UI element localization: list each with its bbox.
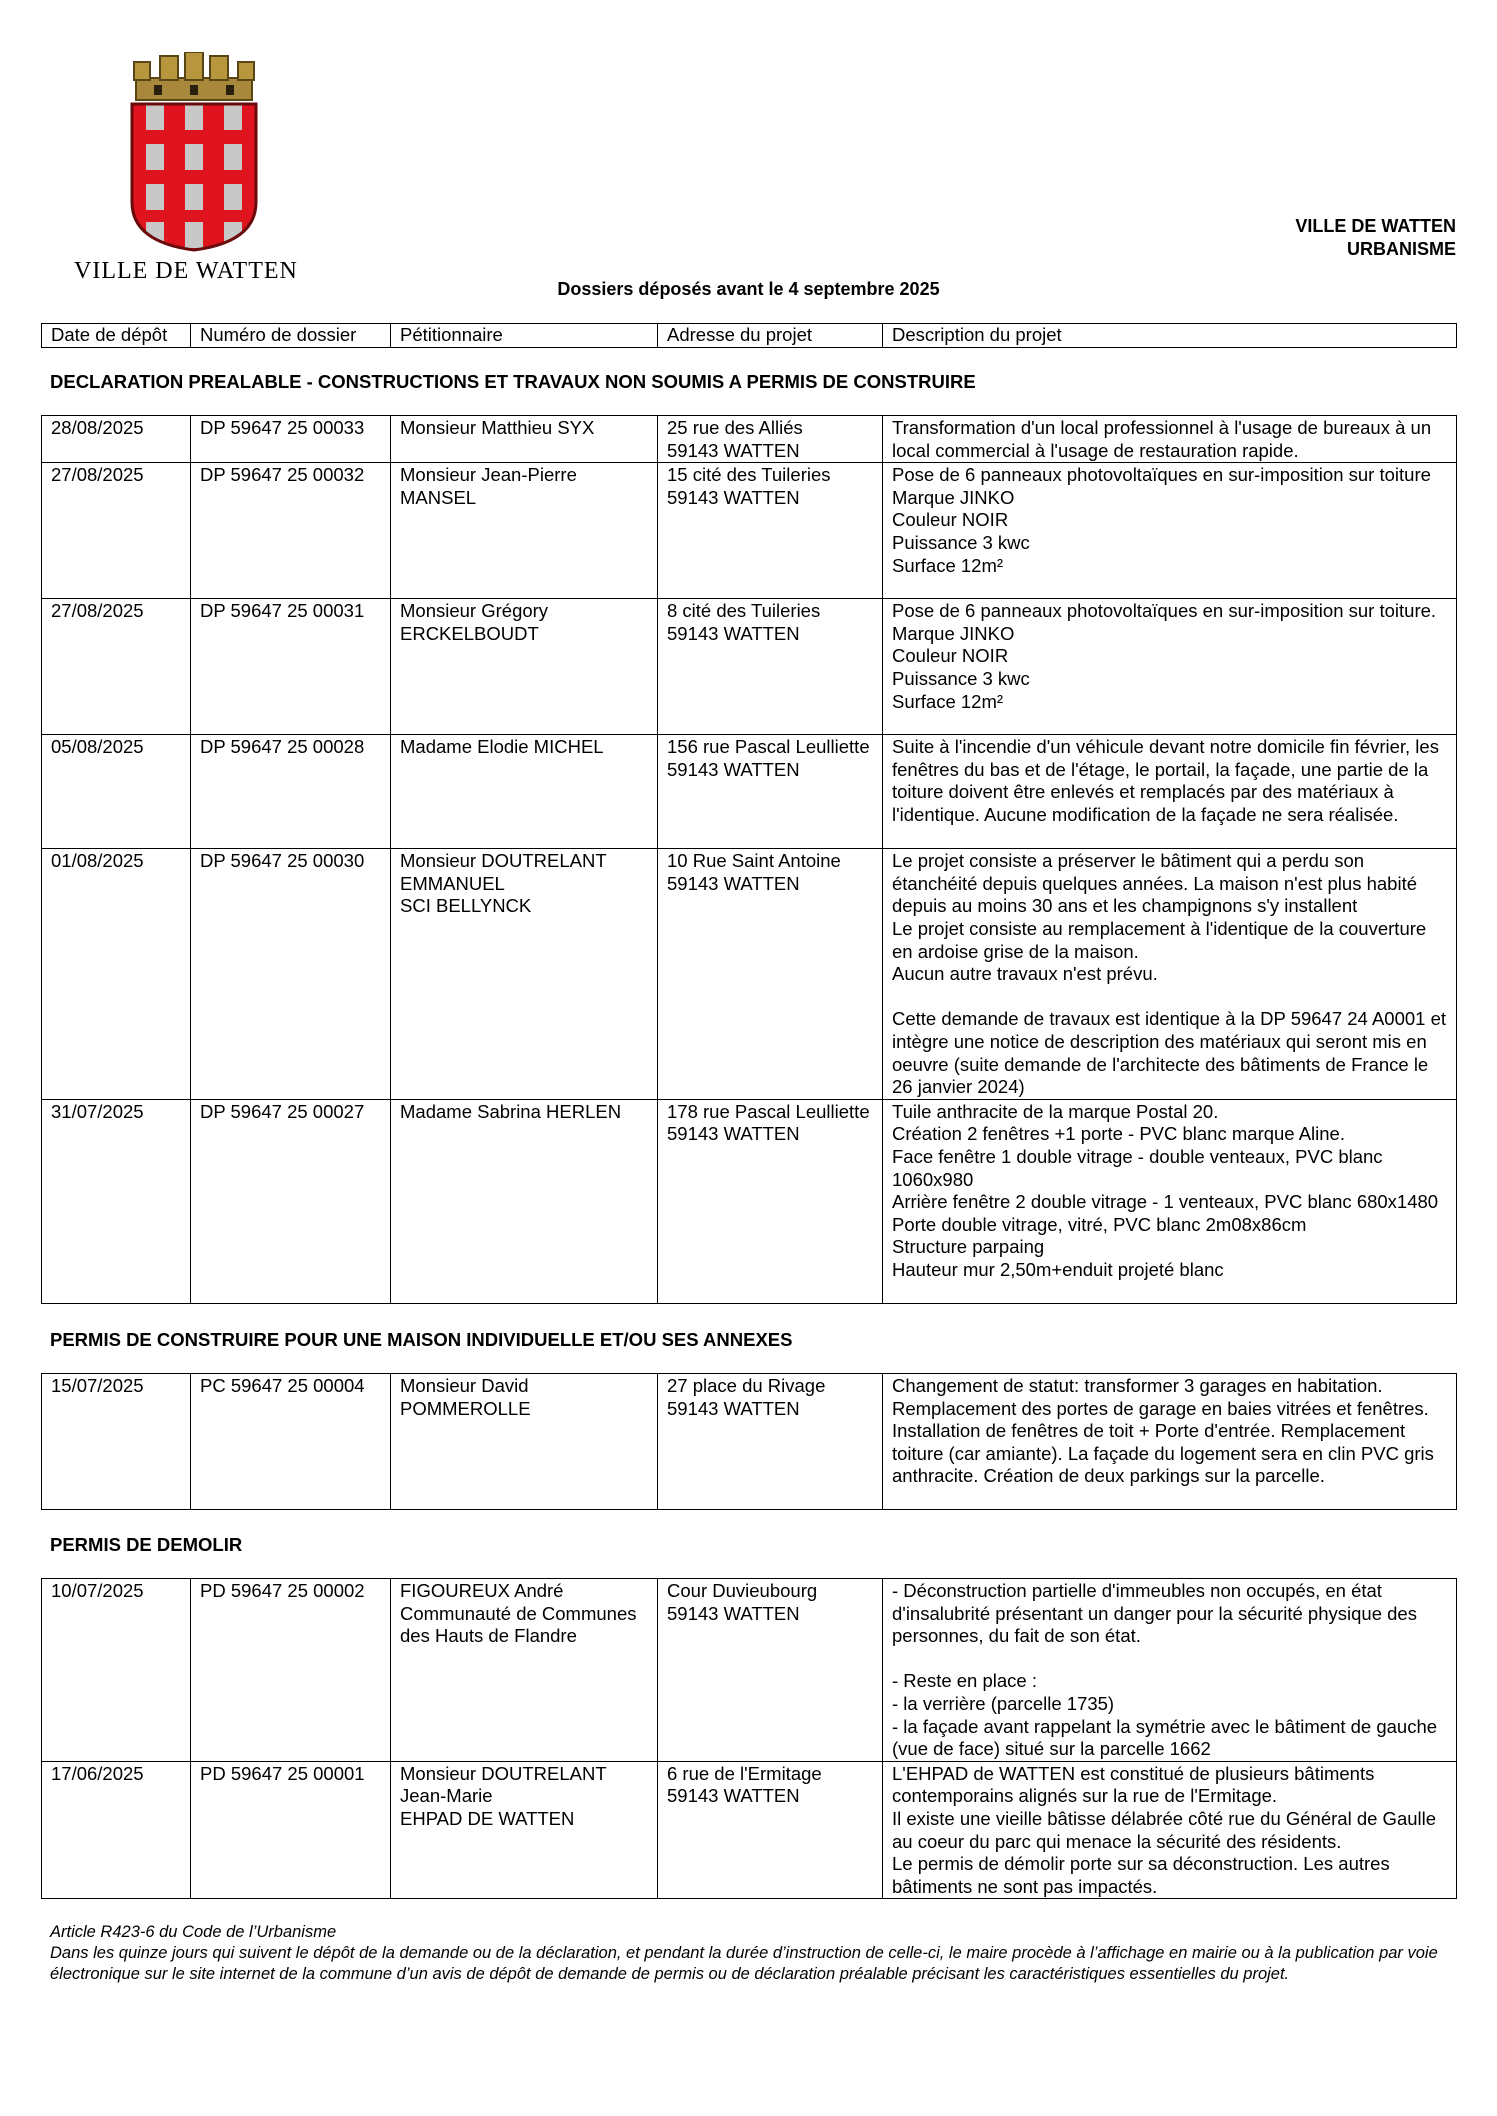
column-header: Adresse du projet [658, 324, 883, 348]
cell-number: DP 59647 25 00033 [191, 416, 391, 463]
cell-applicant: Monsieur DOUTRELANT Jean-Marie EHPAD DE WATTEN [391, 1761, 658, 1899]
cell-applicant: Monsieur Grégory ERCKELBOUDT [391, 599, 658, 735]
cell-date: 28/08/2025 [42, 416, 191, 463]
table-row [42, 1099, 1457, 1303]
section-title-pd: PERMIS DE DEMOLIR [50, 1534, 243, 1555]
table-row [42, 463, 1457, 599]
cell-applicant: Monsieur DOUTRELANT EMMANUEL SCI BELLYNCK [391, 849, 658, 1100]
cell-description: Le projet consiste a préserver le bâtiment qui a perdu son étanchéité depuis quelques années. La maison n'est plus habité depuis au moins 30 ans et les champignons s'y installent Le projet consiste au remplacement à l'identique de la couverture en ardoise grise de la maison. Aucun autre travaux n'est prévu. Cette demande de travaux est identique à la DP 59647 24 A0001 et intègre une notice de description des matériaux qui seront mis en oeuvre (suite demande de l'architecte des bâtiments de France le 26 janvier 2024) [883, 849, 1457, 1100]
cell-address: 25 rue des Alliés 59143 WATTEN [658, 416, 883, 463]
table-row [42, 735, 1457, 849]
cell-description: Pose de 6 panneaux photovoltaïques en sur-imposition sur toiture. Marque JINKO Couleur NOIR Puissance 3 kwc Surface 12m² [883, 599, 1457, 735]
cell-date: 27/08/2025 [42, 599, 191, 735]
cell-address: 15 cité des Tuileries 59143 WATTEN [658, 463, 883, 599]
table-row [42, 1374, 1457, 1510]
cell-applicant: Madame Elodie MICHEL [391, 735, 658, 849]
org-block [1295, 215, 1456, 261]
column-header: Description du projet [883, 324, 1457, 348]
cell-number: DP 59647 25 00032 [191, 463, 391, 599]
legal-footer [50, 1922, 1450, 1985]
org-department: URBANISME [1346, 239, 1456, 259]
cell-number: DP 59647 25 00027 [191, 1099, 391, 1303]
city-logo [74, 52, 324, 285]
logo-text: VILLE DE WATTEN [74, 258, 298, 284]
table-row [42, 416, 1457, 463]
section-table-pd [41, 1578, 1457, 1899]
table-row [42, 1579, 1457, 1762]
cell-applicant: Madame Sabrina HERLEN [391, 1099, 658, 1303]
cell-number: DP 59647 25 00030 [191, 849, 391, 1100]
cell-number: PD 59647 25 00002 [191, 1579, 391, 1762]
cell-address: Cour Duvieubourg 59143 WATTEN [658, 1579, 883, 1762]
cell-applicant: FIGOUREUX André Communauté de Communes des Hauts de Flandre [391, 1579, 658, 1762]
section-table-pc [41, 1373, 1457, 1510]
cell-number: PC 59647 25 00004 [191, 1374, 391, 1510]
column-header: Numéro de dossier [191, 324, 391, 348]
cell-description: Pose de 6 panneaux photovoltaïques en sur-imposition sur toiture Marque JINKO Couleur NOIR Puissance 3 kwc Surface 12m² [883, 463, 1457, 599]
cell-description: Tuile anthracite de la marque Postal 20. Création 2 fenêtres +1 porte - PVC blanc marque Aline. Face fenêtre 1 double vitrage - double venteaux, PVC blanc 1060x980 Arrière fenêtre 2 double vitrage - 1 venteaux, PVC blanc 680x1480 Porte double vitrage, vitré, PVC blanc 2m08x86cm Structure parpaing Hauteur mur 2,50m+enduit projeté blanc [883, 1099, 1457, 1303]
section-title-pc: PERMIS DE CONSTRUIRE POUR UNE MAISON INDIVIDUELLE ET/OU SES ANNEXES [50, 1329, 793, 1350]
column-header: Date de dépôt [42, 324, 191, 348]
column-header: Pétitionnaire [391, 324, 658, 348]
cell-date: 01/08/2025 [42, 849, 191, 1100]
cell-number: PD 59647 25 00001 [191, 1761, 391, 1899]
cell-applicant: Monsieur Matthieu SYX [391, 416, 658, 463]
footer-text: Dans les quinze jours qui suivent le dépôt de la demande ou de la déclaration, et pendant la durée d’instruction de celle-ci, le maire procède à l’affichage en mairie ou à la publication par voie électronique sur le site internet de la commune d’un avis de dépôt de demande de permis ou de déclaration préalable précisant les caractéristiques essentielles du projet. [50, 1944, 1438, 1983]
cell-date: 31/07/2025 [42, 1099, 191, 1303]
column-header-row [42, 324, 1457, 348]
cell-address: 27 place du Rivage 59143 WATTEN [658, 1374, 883, 1510]
cell-address: 156 rue Pascal Leulliette 59143 WATTEN [658, 735, 883, 849]
cell-description: - Déconstruction partielle d'immeubles non occupés, en état d'insalubrité présentant un danger pour la sécurité physique des personnes, du fait de son état. - Reste en place : - la verrière (parcelle 1735) - la façade avant rappelant la symétrie avec le bâtiment de gauche (vue de face) situé sur la parcelle 1662 [883, 1579, 1457, 1762]
cell-description: Changement de statut: transformer 3 garages en habitation. Remplacement des portes de garage en baies vitrées et fenêtres. Installation de fenêtres de toit + Porte d'entrée. Remplacement toiture (car amiante). La façade du logement sera en clin PVC gris anthracite. Création de deux parkings sur la parcelle. [883, 1374, 1457, 1510]
footer-article: Article R423-6 du Code de l’Urbanisme [50, 1923, 337, 1941]
cell-address: 10 Rue Saint Antoine 59143 WATTEN [658, 849, 883, 1100]
cell-description: Transformation d'un local professionnel à l'usage de bureaux à un local commercial à l'usage de restauration rapide. [883, 416, 1457, 463]
cell-date: 15/07/2025 [42, 1374, 191, 1510]
cell-date: 27/08/2025 [42, 463, 191, 599]
cell-address: 8 cité des Tuileries 59143 WATTEN [658, 599, 883, 735]
cell-number: DP 59647 25 00028 [191, 735, 391, 849]
table-row [42, 1761, 1457, 1899]
section-title-dp: DECLARATION PREALABLE - CONSTRUCTIONS ET TRAVAUX NON SOUMIS A PERMIS DE CONSTRUIRE [50, 371, 976, 392]
cell-date: 05/08/2025 [42, 735, 191, 849]
section-table-dp [41, 415, 1457, 1304]
column-header-table [41, 323, 1457, 348]
cell-date: 17/06/2025 [42, 1761, 191, 1899]
coat-of-arms-icon [124, 52, 264, 252]
org-name: VILLE DE WATTEN [1295, 216, 1456, 236]
cell-address: 178 rue Pascal Leulliette 59143 WATTEN [658, 1099, 883, 1303]
cell-description: Suite à l'incendie d'un véhicule devant notre domicile fin février, les fenêtres du bas et de l'étage, le portail, la façade, une partie de la toiture doivent être enlevés et remplacés par des matériaux à l'identique. Aucune modification de la façade ne sera réalisée. [883, 735, 1457, 849]
cell-description: L'EHPAD de WATTEN est constitué de plusieurs bâtiments contemporains alignés sur la rue de l'Ermitage. Il existe une vieille bâtisse délabrée côté rue du Général de Gaulle au coeur du parc qui menace la sécurité des résidents. Le permis de démolir porte sur sa déconstruction. Les autres bâtiments ne sont pas impactés. [883, 1761, 1457, 1899]
cell-applicant: Monsieur Jean-Pierre MANSEL [391, 463, 658, 599]
cell-address: 6 rue de l'Ermitage 59143 WATTEN [658, 1761, 883, 1899]
table-row [42, 849, 1457, 1100]
table-row [42, 599, 1457, 735]
cell-date: 10/07/2025 [42, 1579, 191, 1762]
cell-number: DP 59647 25 00031 [191, 599, 391, 735]
cell-applicant: Monsieur David POMMEROLLE [391, 1374, 658, 1510]
page-title: Dossiers déposés avant le 4 septembre 2025 [557, 279, 940, 299]
